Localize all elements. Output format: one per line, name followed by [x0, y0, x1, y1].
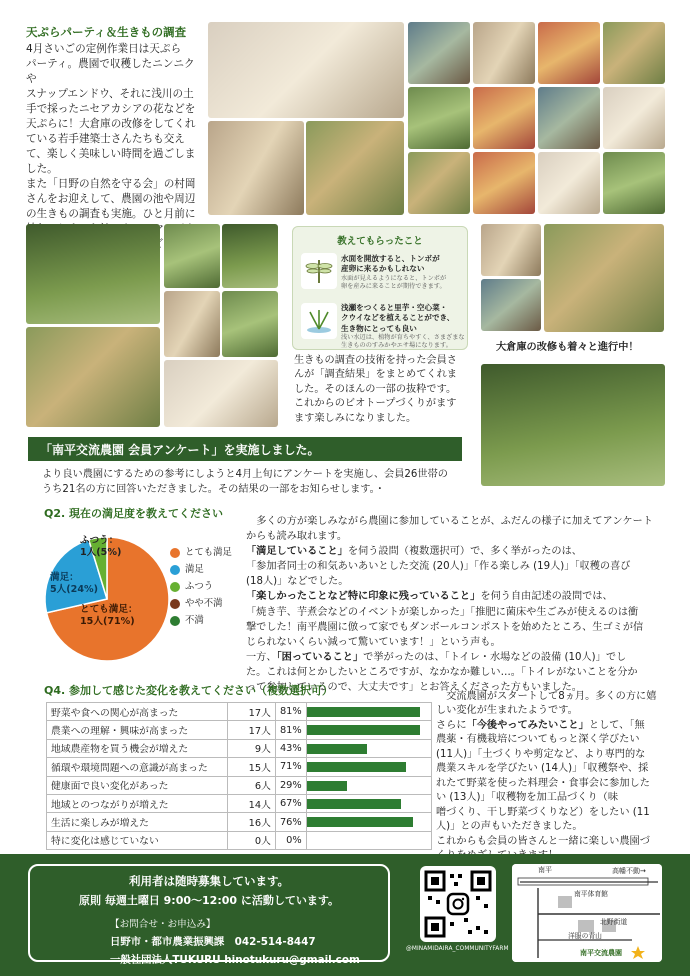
table-row	[47, 721, 432, 739]
survey-intro-line2: うち21名の方に回答いただきました。その結果の一部をお知らせします。・	[42, 483, 385, 495]
pie-label-futsu-1: ふつう：	[80, 535, 119, 546]
party-body-line-4: 手で採ったニセアカシアの花などを	[26, 103, 196, 116]
q4-cell-count: 17人	[228, 721, 276, 739]
q4-text-l11: これからも会員の皆さんと一緒に楽しい農園づ	[436, 835, 650, 847]
photo-shrimp	[164, 291, 220, 357]
legend-label: ふつう	[185, 581, 214, 593]
survey-caption-line-2: んが「調査結果」をまとめてくれま	[294, 369, 457, 381]
q4-text-l3-bold: 「今後やってみたいこと」	[466, 719, 589, 731]
pie-label-manzoku-1: 満足：	[50, 572, 79, 583]
party-body-line-11: の生きもの調査も実施。ひと月前に	[26, 208, 196, 221]
recruit-line2: 原則 毎週土曜日 9:00〜12:00 に活動しています。	[79, 894, 339, 907]
q2-text-l7: 「焼き芋、芋煮会などのイベントが楽しかった」「推肥に菌床や生ごみが使えるのは衝	[246, 606, 639, 618]
photo-survey-2	[164, 224, 220, 288]
q2-text-l11: た。これは何とかしたいところですが、なかなか難しい…。「トイレがないことを分か	[246, 666, 638, 678]
q4-cell-bar	[306, 721, 431, 739]
legend-dot	[170, 548, 180, 558]
q4-cell-label: 生活に楽しみが増えた	[47, 813, 228, 831]
photo-grid-7	[538, 87, 600, 149]
q4-cell-label: 野菜や食への関心が高まった	[47, 703, 228, 721]
q2-text-p1b: からも読み取れます。	[246, 531, 348, 543]
photo-grid-6	[473, 87, 535, 149]
q4-bar	[307, 799, 401, 809]
party-body-line-3: スナップエンドウ、それに浅川の土	[26, 88, 194, 101]
q4-text-l8: い (13人)」「収穫物を加工品づくり（味	[436, 792, 619, 804]
map-label-farm: 南平交流農園	[580, 949, 622, 957]
q4-cell-label: 地域農産物を買う機会が増えた	[47, 739, 228, 757]
q4-cell-count: 6人	[228, 776, 276, 794]
q2-text-l3-bold: 「満足していること」	[246, 546, 348, 558]
q4-bar	[307, 817, 413, 827]
party-title: 天ぷらパーティ＆生きもの調査	[26, 25, 187, 39]
legend-label: 満足	[185, 564, 204, 576]
photo-warehouse-1	[481, 224, 541, 276]
taught-item2-sub1: 浅い水辺は、植物が育ちやすく、さまざまな	[341, 333, 465, 341]
recruit-box	[28, 864, 390, 966]
photo-plants	[164, 360, 278, 427]
q2-text-l4: 「参加者同士の和気あいあいとした交流 (20人)」「作る楽しみ (19人)」「収穫の喜び	[246, 561, 631, 573]
table-row	[47, 703, 432, 721]
pie-label-manzoku	[50, 572, 98, 596]
photo-warehouse-3	[544, 224, 664, 332]
q4-cell-bar	[306, 758, 431, 776]
map-label-kitano: 北野街道	[600, 918, 628, 926]
legend-dot	[170, 582, 180, 592]
table-row	[47, 776, 432, 794]
survey-intro	[42, 468, 482, 498]
photo-cooking-1	[208, 121, 304, 215]
taught-item1-bold1: 水面を開放すると、トンボが	[341, 254, 440, 263]
map-label-aoyama: 洋服の青山	[568, 932, 602, 940]
instagram-handle[interactable]: @MINAMIDAIRA_COMMUNITYFARM	[406, 946, 509, 952]
legend-dot	[170, 616, 180, 626]
warehouse-caption: 大倉庫の改修も着々と進行中！	[496, 342, 639, 353]
q4-cell-bar	[306, 813, 431, 831]
map-label-gym: 南平体育館	[574, 890, 608, 898]
survey-caption-line-4: これからのビオトープづくりがます	[294, 398, 457, 410]
contact-line1: 日野市・都市農業振興課 042-514-8447	[110, 936, 316, 948]
q2-text-l12: って参加しているので、大丈夫です」とお答えくださった方もいました。	[246, 682, 582, 694]
survey-banner: 「南平交流農園 会員アンケート」を実施しました。	[28, 437, 462, 461]
q4-text	[436, 690, 668, 864]
q2-text-l8: 撃でした！南平農園に倣って家でもダンボールコンポストを始めたところ、生ゴミが信	[246, 621, 644, 633]
q4-cell-pct: 76%	[275, 813, 306, 831]
photo-grid-12	[603, 152, 665, 214]
q4-title: Q4. 参加して感じた変化を教えてください（複数選択可）	[44, 684, 334, 697]
photo-grid-1	[408, 22, 470, 84]
taught-item2-bold3: 生き物にとっても良い	[341, 323, 417, 333]
q4-cell-count: 15人	[228, 758, 276, 776]
recruit-line1: 利用者は随時募集しています。	[128, 874, 290, 888]
legend-label: やや不満	[185, 598, 223, 610]
q4-bar	[307, 725, 420, 735]
q2-legend	[170, 548, 232, 633]
q4-cell-count: 16人	[228, 813, 276, 831]
table-row	[47, 794, 432, 812]
pie-label-futsu	[80, 535, 121, 559]
photo-tempura-table	[208, 22, 404, 118]
photo-kids-walking	[481, 364, 665, 486]
q4-text-l9: 噌づくり、干し野菜づくりなど）をしたい (11	[436, 806, 650, 818]
q2-text-l10-rest: で挙がったのは、「トイレ・水場などの設備 (10人)」でし	[363, 651, 627, 663]
photo-grid-2	[473, 22, 535, 84]
q2-text-l5: (18人)」などでした。	[246, 576, 349, 588]
q4-text-l6: 農業スキルを学びたい (14人)」「収穫祭や、採	[436, 763, 649, 775]
q4-cell-count: 0人	[228, 831, 276, 849]
contact-line2[interactable]: 一般社団法人TUKURU hinotukuru@gmail.com	[110, 954, 360, 966]
pie-label-totemo-2: 15人(71%)	[80, 615, 135, 627]
q4-bar	[307, 744, 367, 754]
taught-item1-sub2: 卵を産みに来ることが期待できます。	[341, 282, 446, 290]
legend-item	[170, 565, 232, 575]
party-body-line-10: さんをお迎えして、農園の池や周辺	[26, 193, 196, 206]
q2-text-l3-rest: を伺う設問（複数選択可）で、多く挙がったのは、	[347, 546, 582, 558]
q4-cell-label: 農業への理解・興味が高まった	[47, 721, 228, 739]
survey-intro-line1: より良い農園にするための参考にしようと4月上旬にアンケートを実施し、会員26世帯の	[42, 469, 448, 480]
q2-text-l10-bold: 「困っていること」	[276, 651, 364, 663]
q4-text-l4: 農薬・有機栽培についてもっと深く学びたい	[436, 734, 640, 746]
legend-dot	[170, 565, 180, 575]
photo-warehouse-2	[481, 279, 541, 331]
party-body-line-1: 4月さいごの定例作業日は天ぷら	[26, 43, 182, 55]
taught-item2-sub2: 生きもののすみかやエサ場になります。	[341, 342, 452, 350]
photo-grid-10	[473, 152, 535, 214]
legend-label: 不満	[185, 615, 204, 627]
taught-card-title: 教えてもらったこと	[337, 236, 423, 247]
q4-cell-bar	[306, 703, 431, 721]
party-body-line-9: また「日野の自然を守る会」の村岡	[26, 178, 196, 191]
q2-text	[246, 514, 666, 695]
q4-cell-pct: 29%	[275, 776, 306, 794]
photo-pond-survey	[26, 224, 160, 324]
q4-cell-pct: 71%	[275, 758, 306, 776]
q4-bar	[307, 781, 348, 791]
access-map	[512, 864, 662, 962]
taught-item2-bold1: 浅瀬をつくると里芋・空心菜・	[341, 303, 448, 312]
q4-cell-count: 9人	[228, 739, 276, 757]
party-body-line-6: ている若手建築士さんたちも交え	[26, 133, 185, 146]
legend-dot	[170, 599, 180, 609]
table-row	[47, 813, 432, 831]
q4-cell-bar	[306, 794, 431, 812]
taught-item1-bold2: 産卵に来るかもしれない	[341, 264, 425, 274]
map-label-minamidaira: 南平	[538, 866, 552, 874]
legend-item	[170, 599, 232, 609]
q4-table	[46, 702, 432, 850]
q2-text-l6-bold: 「楽しかったことなど特に印象に残っていること」	[246, 591, 481, 603]
photo-grid-9	[408, 152, 470, 214]
photo-grid-11	[538, 152, 600, 214]
q4-text-l3-rest: として、「無	[588, 719, 645, 731]
q4-text-l2: しい変化が生まれたようです。	[436, 705, 578, 717]
table-row	[47, 739, 432, 757]
pie-label-totemo	[80, 604, 138, 628]
party-body-line-8: した。	[26, 163, 58, 176]
survey-caption-line-3: した。そのほんの一部の抜粋です。	[294, 383, 457, 395]
pie-label-manzoku-2: 5人(24%)	[50, 583, 99, 595]
party-body-line-2: パーティ。農園で収穫したニンニクや	[26, 58, 195, 86]
table-row	[47, 758, 432, 776]
q4-cell-bar	[306, 831, 431, 849]
q4-cell-pct: 67%	[275, 794, 306, 812]
q4-cell-pct: 43%	[275, 739, 306, 757]
q4-bar	[307, 762, 406, 772]
survey-caption-line-5: ます楽しみになりました。	[294, 412, 417, 424]
q2-title: Q2. 現在の満足度を教えてください	[44, 507, 224, 520]
q4-cell-bar	[306, 776, 431, 794]
pie-label-totemo-1: とても満足：	[80, 604, 138, 615]
survey-caption-line-1: 生きもの調査の技術を持った会員さ	[294, 355, 457, 366]
map-label-takahata: 高幡不動→	[612, 867, 646, 875]
photo-survey-5	[222, 291, 278, 357]
water-plant-icon	[301, 303, 337, 339]
q4-cell-label: 健康面で良い変化があった	[47, 776, 228, 794]
q4-cell-label: 特に変化は感じていない	[47, 831, 228, 849]
pie-label-futsu-2: 1人(5%)	[80, 546, 122, 558]
qr-code[interactable]	[420, 866, 496, 942]
legend-item	[170, 582, 232, 592]
photo-grid-8	[603, 87, 665, 149]
contact-head: 【お問合せ・お申込み】	[110, 919, 216, 930]
q4-cell-count: 14人	[228, 794, 276, 812]
photo-grid-4	[603, 22, 665, 84]
legend-item	[170, 548, 232, 558]
survey-caption	[294, 354, 474, 426]
legend-label: とても満足	[185, 547, 232, 559]
dragonfly-icon	[301, 253, 337, 289]
party-body-line-5: 天ぷらに！大倉庫の改修をしてくれ	[26, 118, 196, 131]
q4-bar	[307, 707, 420, 717]
q4-text-l1: 交流農園がスタートして8ヵ月。多くの方に嬉	[446, 691, 657, 702]
photo-cooking-2	[306, 121, 404, 215]
taught-item1-sub1: 水面が見えるようになると、トンボが	[341, 274, 447, 282]
q4-text-l3-a: さらに	[436, 719, 467, 731]
q4-cell-label: 地域とのつながりが増えた	[47, 794, 228, 812]
q2-text-l6-rest: を伺う自由記述の設問では、	[480, 591, 613, 603]
q2-text-l10-a: 一方、	[246, 651, 277, 663]
q4-text-l5: (11人)」「土づくりや剪定など、より専門的な	[436, 748, 646, 760]
taught-item2-bold2: クウイなどを植えることができ、	[341, 313, 455, 323]
q4-text-l10: 人)」との声もいただきました。	[436, 821, 583, 833]
photo-group-talk	[26, 327, 160, 427]
legend-item	[170, 616, 232, 626]
q4-cell-pct: 81%	[275, 721, 306, 739]
q4-cell-pct: 81%	[275, 703, 306, 721]
table-row	[47, 831, 432, 849]
q4-cell-label: 循環や環境問題への意識が高まった	[47, 758, 228, 776]
q2-text-p1a: 多くの方が楽しみながら農園に参加していることが、ふだんの様子に加えてアンケート	[256, 516, 653, 527]
photo-grid-3	[538, 22, 600, 84]
q4-cell-count: 17人	[228, 703, 276, 721]
q2-text-l9: じられないくらい減って驚いています！」という声も。	[246, 636, 501, 648]
q4-text-l7: れたて野菜を使った料理会・食事会に参加した	[436, 777, 650, 789]
q4-cell-pct: 0%	[275, 831, 306, 849]
taught-card	[292, 226, 468, 350]
photo-survey-3	[222, 224, 278, 288]
party-body-line-7: て、楽しく美味しい時間を過ごしま	[26, 148, 196, 161]
q4-cell-bar	[306, 739, 431, 757]
photo-grid-5	[408, 87, 470, 149]
